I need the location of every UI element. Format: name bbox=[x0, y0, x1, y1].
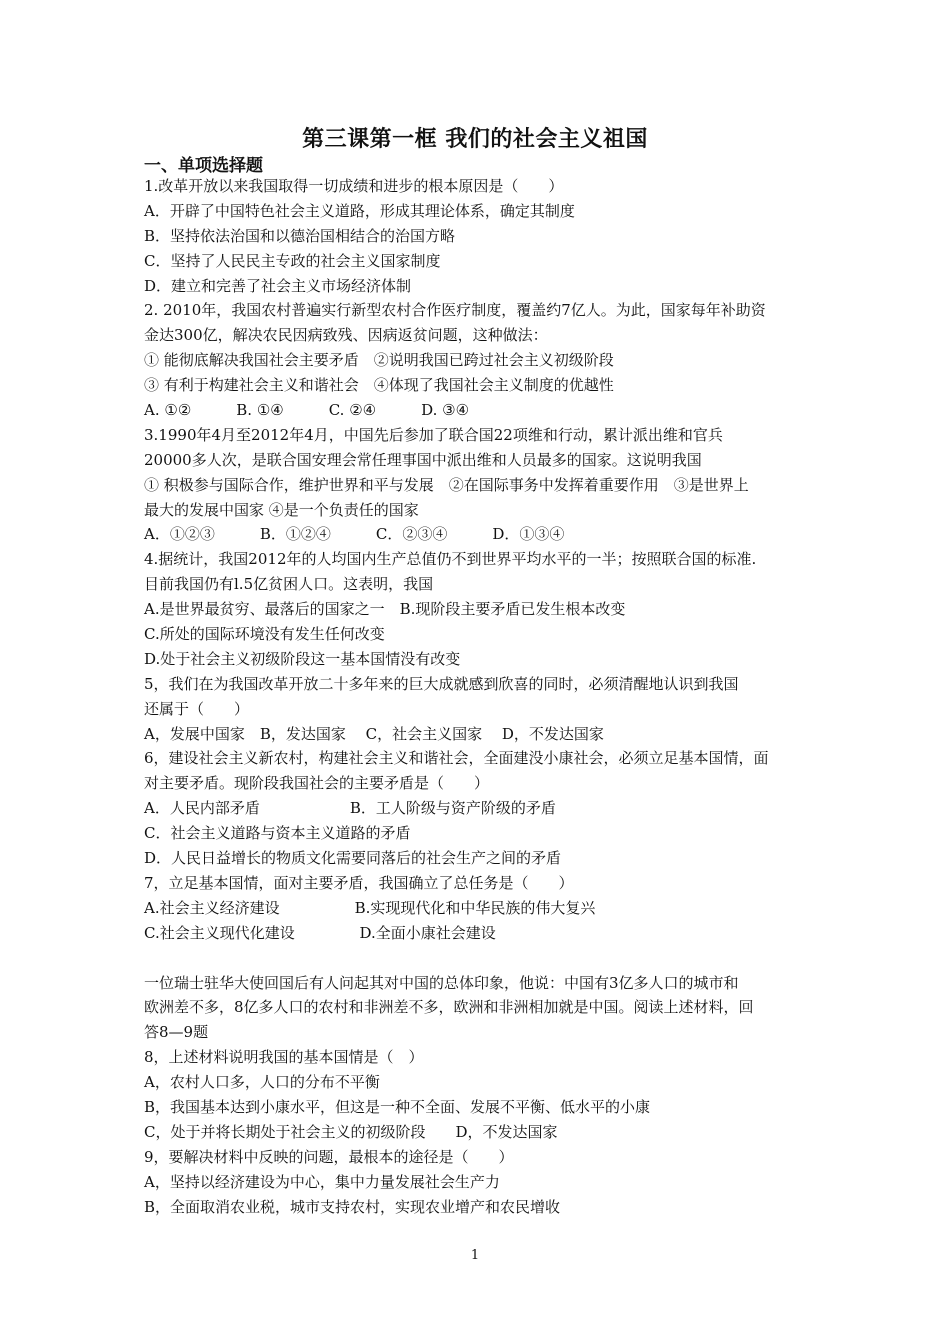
text-line: ③ 有利于构建社会主义和谐社会 ④体现了我国社会主义制度的优越性 bbox=[144, 376, 614, 395]
text-line: B，我国基本达到小康水平，但这是一种不全面、发展不平衡、低水平的小康 bbox=[144, 1097, 651, 1116]
text-line: 5，我们在为我国改革开放二十多年来的巨大成就感到欣喜的同时，必须清醒地认识到我国 bbox=[144, 674, 739, 693]
text-line: 还属于（ ） bbox=[144, 699, 250, 718]
blank-line bbox=[144, 946, 812, 971]
text-line: 一位瑞士驻华大使回国后有人问起其对中国的总体印象，他说：中国有3亿多人口的城市和 bbox=[144, 973, 739, 992]
text-line: 最大的发展中国家 ④是一个负责任的国家 bbox=[144, 500, 419, 519]
text-line: D.处于社会主义初级阶段这一基本国情没有改变 bbox=[144, 649, 461, 668]
text-line: 9，要解决材料中反映的问题，最根本的途径是（ ） bbox=[144, 1147, 514, 1166]
text-line: 2. 2010年，我国农村普遍实行新型农村合作医疗制度，覆盖约7亿人。为此，国家每年补助资 bbox=[144, 301, 766, 320]
text-line: 欧洲差不多，8亿多人口的农村和非洲差不多，欧洲和非洲相加就是中国。阅读上述材料，回 bbox=[144, 998, 754, 1017]
text-line: C，处于并将长期处于社会主义的初级阶段 D，不发达国家 bbox=[144, 1122, 558, 1141]
section-heading: 一、单项选择题 bbox=[144, 156, 263, 176]
text-line: 6，建设社会主义新农村，构建社会主义和谐社会，全面建没小康社会，必须立足基本国情，面 bbox=[144, 749, 769, 768]
text-line: A.社会主义经济建设 B.实现现代化和中华民族的伟大复兴 bbox=[144, 898, 596, 917]
page-title: 第三课第一框 我们的社会主义祖国 bbox=[302, 127, 648, 152]
document-body bbox=[144, 174, 812, 1219]
text-line: 8，上述材料说明我国的基本国情是（ ） bbox=[144, 1048, 424, 1067]
text-line: C．坚持了人民民主专政的社会主义国家制度 bbox=[144, 251, 441, 270]
text-line: A．①②③ B．①②④ C．②③④ D．①③④ bbox=[144, 525, 565, 544]
text-line: 7，立足基本国情，面对主要矛盾，我国确立了总任务是（ ） bbox=[144, 873, 574, 892]
text-line: C.社会主义现代化建设 D.全面小康社会建设 bbox=[144, 923, 496, 942]
text-line: A.是世界最贫穷、最落后的国家之一 B.现阶段主要矛盾已发生根本改变 bbox=[144, 600, 626, 619]
text-line: A，坚持以经济建设为中心，集中力量发展社会生产力 bbox=[144, 1172, 500, 1191]
text-line: 金达300亿，解决农民因病致残、因病返贫问题，这种做法： bbox=[144, 326, 548, 345]
text-line: D．人民日益增长的物质文化需要同落后的社会生产之间的矛盾 bbox=[144, 849, 562, 868]
text-line: ① 积极参与国际合作，维护世界和平与发展 ②在国际事务中发挥着重要作用 ③是世界上 bbox=[144, 475, 749, 494]
text-line: A．人民内部矛盾 B．工人阶级与资产阶级的矛盾 bbox=[144, 799, 556, 818]
text-line: C.所处的国际环境没有发生任何改变 bbox=[144, 625, 385, 644]
text-line: B，全面取消农业税，城市支持农村，实现农业增产和农民增收 bbox=[144, 1197, 561, 1216]
text-line: A，农村人口多，人口的分布不平衡 bbox=[144, 1073, 380, 1092]
text-line: A，发展中国家 B，发达国家 C，社会主义国家 D，不发达国家 bbox=[144, 724, 604, 743]
text-line: A. ①② B. ①④ C. ②④ D. ③④ bbox=[144, 401, 470, 420]
text-line: C．社会主义道路与资本主义道路的矛盾 bbox=[144, 824, 411, 843]
text-line: 4.据统计，我国2012年的人均国内生产总值仍不到世界平均水平的一半；按照联合国的标准. bbox=[144, 550, 757, 569]
page-number: 1 bbox=[470, 1248, 480, 1263]
text-line: 答8—9题 bbox=[144, 1023, 209, 1042]
text-line: A．开辟了中国特色社会主义道路，形成其理论体系，确定其制度 bbox=[144, 201, 575, 220]
text-line: D．建立和完善了社会主义市场经济体制 bbox=[144, 276, 412, 295]
text-line: 对主要矛盾。现阶段我国社会的主要矛盾是（ ） bbox=[144, 774, 490, 793]
text-line: 3.1990年4月至2012年4月，中国先后参加了联合国22项维和行动，累计派出维和官兵 bbox=[144, 425, 723, 444]
text-line: B．坚持依法治国和以德治国相结合的治国方略 bbox=[144, 226, 456, 245]
text-line: 1.改革开放以来我国取得一切成绩和进步的根本原因是（ ） bbox=[144, 177, 564, 195]
text-line: 20000多人次，是联合国安理会常任理事国中派出维和人员最多的国家。这说明我国 bbox=[144, 450, 702, 469]
text-line: ① 能彻底解决我国社会主要矛盾 ②说明我国已跨过社会主义初级阶段 bbox=[144, 351, 614, 370]
text-line: 目前我国仍有l.5亿贫困人口。这表明，我国 bbox=[144, 575, 434, 594]
